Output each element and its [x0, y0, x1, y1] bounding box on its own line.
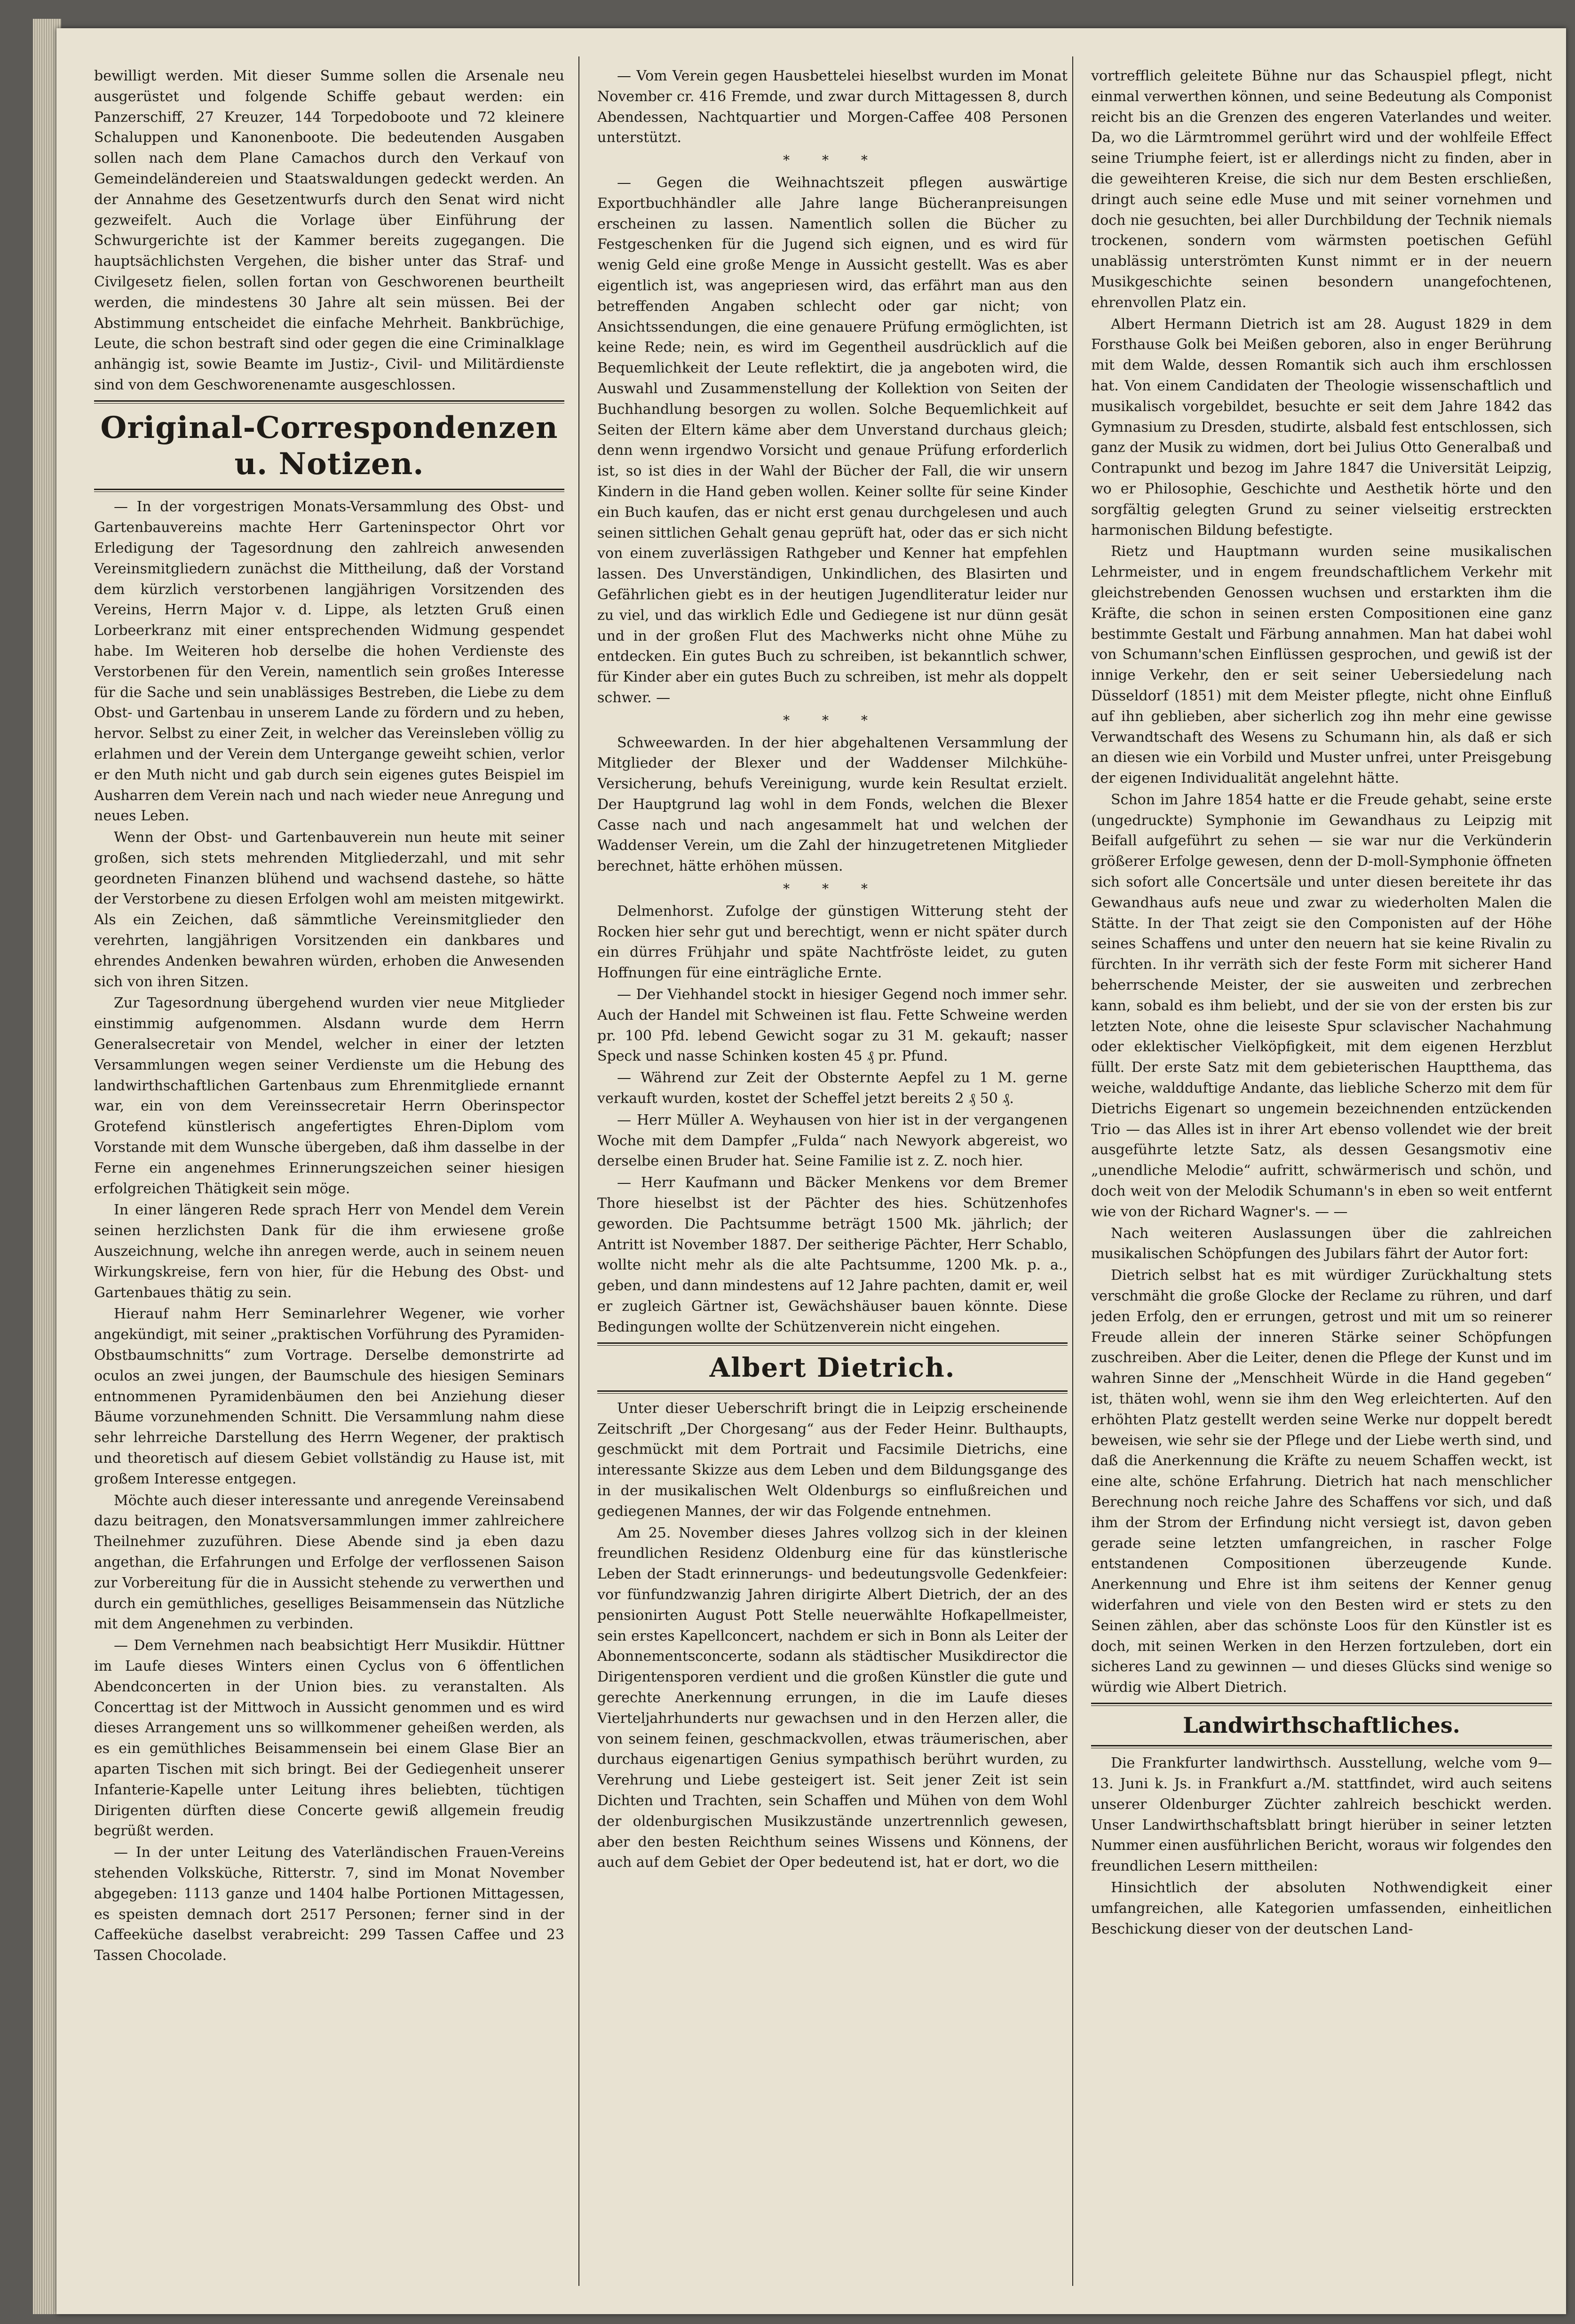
paragraph: — Der Viehhandel stockt in hiesiger Gegend noch immer sehr. Auch der Handel mit Schweinen ist flau. Fette Schweine werden pr. 100 Pfd. lebend Gewicht sogar zu 31 M. gekauft; nasser Speck und nasse Schinken kosten 45 ₰ pr. Pfund. [597, 986, 1068, 1065]
paragraph: — In der unter Leitung des Vaterländischen Frauen-Vereins stehenden Volksküche, Ritterstr. 7, sind im Monat November abgegeben: 1113 ganze und 1404 halbe Portionen Mittagessen, es speisten demnach dort 2517 Personen; ferner sind in der Caffeeküche daselbst verabreicht: 299 Tassen Caffee und 23 Tassen Chocolade. [94, 1844, 564, 1964]
paragraph: — Herr Kaufmann und Bäcker Menkens vor dem Bremer Thore hieselbst ist der Pächter des hies. Schützenhofes geworden. Die Pachtsumme beträgt 1500 Mk. jährlich; der Antritt ist November 1887. Der seitherige Pächter, Herr Schablo, wollte nicht mehr als die alte Pachtsumme, 1200 Mk. p. a., geben, und dann mindestens auf 12 Jahre pachten, damit er, weil er zugleich Gärtner ist, Gewächshäuser bauen könnte. Diese Bedingungen wollte der Schützenverein nicht eingehen. [597, 1174, 1068, 1335]
column-3 [1091, 66, 1552, 2286]
paragraph: Albert Hermann Dietrich ist am 28. August 1829 in dem Forsthause Golk bei Meißen geboren, also in enger Berührung mit dem Walde, dessen Romantik sich auch ihm erschlossen hat. Von einem Candidaten der Theologie wissenschaftlich und musikalisch vorgebildet, besuchte er seit dem Jahre 1842 das Gymnasium zu Dresden, studirte, alsbald fest entschlossen, sich ganz der Musik zu widmen, dort bei Julius Otto Generalbaß und Contrapunkt und bezog im Jahre 1847 die Universität Leipzig, wo er Philosophie, Geschichte und Aesthetik hörte und den sorgfältig gelegten Grund zu seiner vielseitig erstreckten harmonischen Bildung befestigte. [1091, 316, 1552, 539]
section-rule [1091, 1703, 1552, 1706]
paragraph: Schon im Jahre 1854 hatte er die Freude gehabt, seine erste (ungedruckte) Symphonie im Gewandhaus zu Leipzig mit Beifall aufgeführt zu sehen — sie war nur die Verkünderin größerer Erfolge gewesen, denn der D-moll-Symphonie öffneten sich sofort alle Concertsäle und unter diesen bereitete ihr das Gewandhaus aufs neue und zwar zu wiederholten Malen die Stätte. In der That zeigt sie den Componisten auf der Höhe seines Schaffens und unter den neuern hat sie keine Rivalin zu fürchten. In ihr verräth sich der feste Form mit sicherer Hand beherrschende Meister, der sie ausweiten und zerbrechen kann, sobald es ihm beliebt, und der sie von der ersten bis zur letzten Note, ohne die leiseste Spur sclavischer Nachahmung oder eklektischer Vielköpfigkeit, mit dem eigenen Herzblut füllt. Der erste Satz mit dem gebieterischen Hauptthema, das weiche, waldduftige Andante, das liebliche Scherzo mit dem für Dietrichs Eigenart so ungemein bezeichnenden entzückenden Trio — das Alles ist in ihrer Art ebenso vollendet wie der breit ausgeführte letzte Satz, als dessen Gesangsmotiv eine „unendliche Melodie“ aufritt, schwärmerisch und schön, und doch weit von der Melodik Schumann's in eben so weit entfernt wie von der Richard Wagner's. — — [1091, 791, 1552, 1220]
paragraph: — Gegen die Weihnachtszeit pflegen auswärtige Exportbuchhändler alle Jahre lange Bücheranpreisungen erscheinen zu lassen. Namentlich sollen die Bücher zu Festgeschenken für die Jugend sich eignen, und es wird für wenig Geld eine große Menge in Aussicht gestellt. Was es aber eigentlich ist, was angepriesen wird, das erfährt man aus den betreffenden Angaben schlecht oder gar nicht; von Ansichtssendungen, die eine genauere Prüfung ermöglichten, ist keine Rede; nein, es wird im Gegentheil ausdrücklich auf die Bequemlichkeit der Leute reflektirt, die ja angeboten wird, die Auswahl und Zusammenstellung der Kollektion von Seiten der Buchhandlung besorgen zu wollen. Solche Bequemlichkeit auf Seiten der Eltern käme aber dem Unverstand durchaus gleich; denn wenn irgendwo Vorsicht und genaue Prüfung erforderlich ist, so ist dies in der Wahl der Bücher der Fall, die wir unsern Kindern in die Hand geben wollen. Keiner sollte für seine Kinder ein Buch kaufen, das er nicht erst genau durchgelesen und auch seinen sittlichen Gehalt genau geprüft hat, oder das er sich nicht von einem zuverlässigen Rathgeber und Kenner hat empfehlen lassen. Des Unverständigen, Unkindlichen, des Blasirten und Gefährlichen giebt es in der heutigen Jugendliteratur leider nur zu viel, und das wirklich Edle und Gediegene ist nur dünn gesät und in der großen Flut des Machwerks nicht ohne Mühe zu entdecken. Ein gutes Buch zu schreiben, ist bekanntlich schwer, für Kinder aber ein gutes Buch zu schreiben, ist mehr als doppelt schwer. — [597, 174, 1068, 706]
separator-stars: * * * [783, 152, 882, 168]
section-heading-dietrich: Albert Dietrich. [709, 1352, 956, 1383]
section-rule [1091, 1745, 1552, 1748]
article-continuation: bewilligt werden. Mit dieser Summe sollen die Arsenale neu ausgerüstet und folgende Schiffe gebaut werden: ein Panzerschiff, 27 Kreuzer, 144 Torpedoboote und 72 kleinere Schaluppen und Kanonenboote. Die bedeutenden Ausgaben sollen nach dem Plane Camachos durch den Verkauf von Gemeindeländereien und Staatswaldungen gedeckt werden. An der Annahme des Gesetzentwurfs durch den Senat wird nicht gezweifelt. Auch die Vorlage über Einführung der Schwurgerichte ist der Kammer bereits zugegangen. Die hauptsächlichsten Vergehen, die bisher unter das Straf- und Civilgesetz fielen, sollen fortan von Geschworenen beurtheilt werden, die mindestens 30 Jahre alt sein müssen. Bei der Abstimmung entscheidet die einfache Mehrheit. Bankbrüchige, Leute, die schon bestraft sind oder gegen die eine Criminalklage anhängig ist, sowie Beamte im Justiz-, Civil- und Militärdienste sind von dem Geschworenenamte ausgeschlossen. [94, 68, 564, 393]
section-rule [94, 400, 564, 404]
section-heading-agriculture: Landwirthschaftliches. [1183, 1712, 1460, 1738]
section-rule [597, 1390, 1068, 1394]
paragraph: Wenn der Obst- und Gartenbauverein nun heute mit seiner großen, sich stets mehrenden Mitgliederzahl, und mit sehr geordneten Finanzen blühend und wachsend dastehe, so hätte der Verstorbene zu diesen Erfolgen wohl am meisten mitgewirkt. Als ein Zeichen, daß sämmtliche Vereinsmitglieder den verehrten, langjährigen Vorsitzenden ein dankbares und ehrendes Andenken bewahren würden, erhoben die Anwesenden sich von ihren Sitzen. [94, 829, 564, 990]
column-1 [94, 66, 564, 2286]
paragraph: — Dem Vernehmen nach beabsichtigt Herr Musikdir. Hüttner im Laufe dieses Winters einen Cyclus von 6 öffentlichen Abendconcerten in der Union bies. zu veranstalten. Als Concerttag ist der Mittwoch in Aussicht genommen und es wird dieses Arrangement uns so willkommener geheißen werden, als es ein gemüthliches Beisammensein bei einem Glase Bier an aparten Tischen mit sich bringt. Bei der Gediegenheit unserer Infanterie-Kapelle unter Leitung ihres beliebten, tüchtigen Dirigenten dürften diese Concerte gewiß allgemein freudig begrüßt werden. [94, 1637, 564, 1840]
paragraph: Rietz und Hauptmann wurden seine musikalischen Lehrmeister, und in engem freundschaftlichem Verkehr mit gleichstrebenden Genossen wuchsen und erstarkten ihm die Kräfte, die schon in seinen ersten Compositionen eine ganz bestimmte Gestalt und Färbung annahmen. Man hat dabei wohl von Schumann'schen Einflüssen gesprochen, und gewiß ist der innige Verkehr, den er seit seiner Uebersiedelung nach Düsseldorf (1851) mit dem Meister pflegte, nicht ohne Einfluß auf ihn geblieben, aber sicherlich zog ihn mehr eine gewisse Verwandtschaft des Wesens zu Schumann hin, als daß er sich an diesen wie ein Vorbild und Muster unfrei, unter Preisgebung der eigenen Individualität angelehnt hätte. [1091, 543, 1552, 787]
separator-stars: * * * [783, 881, 882, 897]
paragraph: Am 25. November dieses Jahres vollzog sich in der kleinen freundlichen Residenz Oldenburg eine für das künstlerische Leben der Stadt erinnerungs- und bedeutungsvolle Gedenkfeier: vor fünfundzwanzig Jahren dirigirte Albert Dietrich, der an des pensionirten August Pott Stelle neuerwählte Hofkapellmeister, sein erstes Kapellconcert, nachdem er sich in Bonn als Leiter der Abonnementsconcerte, sodann als städtischer Musikdirector die Dirigentensporen verdient und die großen Künstler die gute und gerechte Anerkennung errungen, in die im Laufe dieses Vierteljahrhunderts nur gewachsen und in den Herzen aller, die von seinem feinen, geschmackvollen, etwas träumerischen, aber durchaus eigenartigen Genius sympathisch berührt wurden, zu Verehrung und Liebe gesteigert ist. Seit jener Zeit ist sein Dichten und Trachten, sein Schaffen und Mühen von dem Wohl der oldenburgischen Musikzustände unzertrennlich gewesen, aber den besten Reichthum seines Wissens und Könnens, der auch auf dem Gebiet der Oper bedeutend ist, hat er dort, wo die [597, 1524, 1068, 1871]
paragraph: Dietrich selbst hat es mit würdiger Zurückhaltung stets verschmäht die große Glocke der Reclame zu rühren, und darf jeden Erfolg, den er errungen, getrost und mit um so reinerer Freude allein der inneren Stärke seiner Schöpfungen zuschreiben. Aber die Leiter, denen die Pflege der Kunst und im wahren Sinne der „Menschheit Würde in die Hand gegeben“ ist, thäten wohl, wenn sie ihm den Weg erleichterten. Auf den erhöhten Platz gestellt werden seine Werke nur doppelt beredt beweisen, wie sehr sie der Pflege und der Liebe werth sind, und daß die Anerkennung die Kräfte zu neuem Schaffen weckt, ist eine alte, schöne Erfahrung. Dietrich hat nach menschlicher Berechnung noch reiche Jahre des Schaffens vor sich, und daß ihm der Strom der Erfindung nicht versiegt ist, davon geben gerade seine letzten umfangreichen, in rascher Folge entstandenen Compositionen überzeugende Kunde. Anerkennung und Ehre ist ihm seitens der Kenner genug widerfahren und viele von den Besten wird er stets zu den Seinen zählen, aber das schönste Loos für den Künstler ist es doch, mit seinen Werken in den Herzen fortzuleben, dort ein sicheres Land zu gewinnen — und dieses Glücks sind wenige so würdig wie Albert Dietrich. [1091, 1267, 1552, 1696]
paragraph: Delmenhorst. Zufolge der günstigen Witterung steht der Rocken hier sehr gut und berechtigt, wenn er nicht später durch ein dürres Frühjahr und späte Nachtfröste leidet, zu guten Hoffnungen für eine einträgliche Ernte. [597, 903, 1068, 982]
separator-stars: * * * [783, 712, 882, 728]
section-rule [94, 489, 564, 492]
paragraph: Zur Tagesordnung übergehend wurden vier neue Mitglieder einstimmig aufgenommen. Alsdann wurde dem Herrn Generalsecretair von Mendel, welcher in einer der letzten Versammlungen wegen seiner Verdienste um die Hebung des landwirthschaftlichen Gartenbaus zum Ehrenmitgliede ernannt war, ein von dem Vereinssecretair Herrn Oberinspector Grotefend künstlerisch angefertigtes Ehren-Diplom vom Vorstande mit dem Wunsche übergeben, daß ihm dasselbe in der Ferne ein angenehmes Erinnerungszeichen seiner hiesigen erfolgreichen Thätigkeit sein möge. [94, 995, 564, 1197]
paragraph: Nach weiteren Auslassungen über die zahlreichen musikalischen Schöpfungen des Jubilars fährt der Autor fort: [1091, 1225, 1552, 1262]
paragraph: — Herr Müller A. Weyhausen von hier ist in der vergangenen Woche mit dem Dampfer „Fulda“ nach Newyork abgereist, wo derselbe einen Bruder hat. Seine Familie ist z. Z. noch hier. [597, 1111, 1068, 1170]
section-heading-correspondence: Original-Correspondenzen u. Notizen. [100, 410, 558, 482]
paragraph: Die Frankfurter landwirthsch. Ausstellung, welche vom 9—13. Juni k. Js. in Frankfurt a./M. stattfindet, wird auch seitens unserer Oldenburger Züchter zahlreich beschickt werden. Unser Landwirthschaftsblatt bringt hierüber in seiner letzten Nummer einen ausführlichen Bericht, woraus wir folgendes den freundlichen Lesern mittheilen: [1091, 1755, 1552, 1875]
paragraph: Hierauf nahm Herr Seminarlehrer Wegener, wie vorher angekündigt, mit seiner „praktischen Vorführung des Pyramiden-Obstbaumschnitts“ zum Vortrage. Derselbe demonstrirte ad oculos an zwei jungen, der Baumschule des hiesigen Seminars entnommenen Pyramidenbäumen den bei Anziehung dieser Bäume vorzunehmenden Schnitt. Die Versammlung nahm diese sehr lehrreiche Darstellung des Herrn Wegener, der praktisch und theoretisch auf diesem Gebiet vollständig zu Hause ist, mit großem Interesse entgegen. [94, 1306, 564, 1487]
paragraph: — In der vorgestrigen Monats-Versammlung des Obst- und Gartenbauvereins machte Herr Garteninspector Ohrt vor Erledigung der Tagesordnung den zahlreich anwesenden Vereinsmitgliedern zunächst die Mittheilung, daß der Vorstand dem kürzlich verstorbenen langjährigen Vorsitzenden des Vereins, Herrn Major v. d. Lippe, als letzten Gruß einen Lorbeerkranz mit einer entsprechenden Widmung gespendet habe. Im Weiteren hob derselbe die hohen Verdienste des Verstorbenen für den Verein, namentlich sein großes Interesse für die Sache und sein unablässiges Bestreben, die Liebe zu dem Obst- und Gartenbau in unserem Lande zu fördern und zu heben, hervor. Selbst zu einer Zeit, in welcher das Vereinsleben völlig zu erlahmen und der Verein dem Untergange geweiht schien, verlor er den Muth nicht und gab durch sein eigenes gutes Beispiel im Ausharren dem Verein nach und nach wieder neue Anregung und neues Leben. [94, 499, 564, 825]
column-rule [578, 56, 579, 2286]
paragraph: Möchte auch dieser interessante und anregende Vereinsabend dazu beitragen, den Monatsversammlungen immer zahlreichere Theilnehmer zuzuführen. Diese Abende sind ja eben dazu angethan, die Erfahrungen und Erfolge der verflossenen Saison zur Vorbereitung für die in Aussicht stehende zu verwerthen und durch ein gemüthliches, geselliges Beisammensein das Nützliche mit dem Angenehmen zu verbinden. [94, 1492, 564, 1633]
column-2 [597, 66, 1068, 2286]
paragraph: vortrefflich geleitete Bühne nur das Schauspiel pflegt, nicht einmal verwerthen können, und seine Bedeutung als Componist reicht bis an die Grenzen des engeren Vaterlandes und weiter. Da, wo die Lärmtrommel gerührt wird und der wohlfeile Effect seine Triumphe feiert, ist er allerdings nicht zu finden, aber in die geweihteren Kreise, die sich nur dem Besten erschließen, dringt auch seine edle Muse und mit seiner vornehmen und doch nie gesuchten, bei aller Durchbildung der Technik niemals trockenen, sondern vom wärmsten poetischen Gefühl unablässig unterströmten Kunst nimmt er in der neuern Musikgeschichte seinen besondern unangefochtenen, ehrenvollen Platz ein. [1091, 68, 1552, 311]
paragraph: In einer längeren Rede sprach Herr von Mendel dem Verein seinen herzlichsten Dank für die ihm erwiesene große Auszeichnung, welche ihn anregen werde, auch in seinem neuen Wirkungskreise, fern von hier, für die Hebung des Obst- und Gartenbaues thätig zu sein. [94, 1202, 564, 1301]
paragraph: Unter dieser Ueberschrift bringt die in Leipzig erscheinende Zeitschrift „Der Chorgesang“ aus der Feder Heinr. Bulthaupts, geschmückt mit dem Portrait und Facsimile Dietrichs, eine interessante Skizze aus dem Leben und dem Bildungsgange des in der musikalischen Welt Oldenburgs so einflußreichen und gediegenen Mannes, der wir das Folgende entnehmen. [597, 1400, 1068, 1520]
column-rule [1072, 56, 1073, 2286]
newspaper-page [56, 28, 1566, 2314]
paragraph: — Während zur Zeit der Obsternte Aepfel zu 1 M. gerne verkauft wurden, kostet der Scheffel jetzt bereits 2 ₰ 50 ₰. [597, 1070, 1068, 1107]
paragraph: Hinsichtlich der absoluten Nothwendigkeit einer umfangreichen, alle Kategorien umfassenden, einheitlichen Beschickung dieser von der deutschen Land- [1091, 1879, 1552, 1937]
paragraph: Schweewarden. In der hier abgehaltenen Versammlung der Mitglieder der Blexer und der Waddenser Milchkühe-Versicherung, behufs Vereinigung, wurde kein Resultat erzielt. Der Hauptgrund lag wohl in dem Fonds, welchen die Blexer Casse nach und nach angesammelt hat und welchen der Waddenser Verein, um die Zahl der hinzugetretenen Mitglieder berechnet, hätte erhöhen müssen. [597, 734, 1068, 875]
section-rule [597, 1342, 1068, 1346]
paragraph: — Vom Verein gegen Hausbettelei hieselbst wurden im Monat November cr. 416 Fremde, und zwar durch Mittagessen 8, durch Abendessen, Nachtquartier und Morgen-Caffee 408 Personen unterstützt. [597, 68, 1068, 146]
